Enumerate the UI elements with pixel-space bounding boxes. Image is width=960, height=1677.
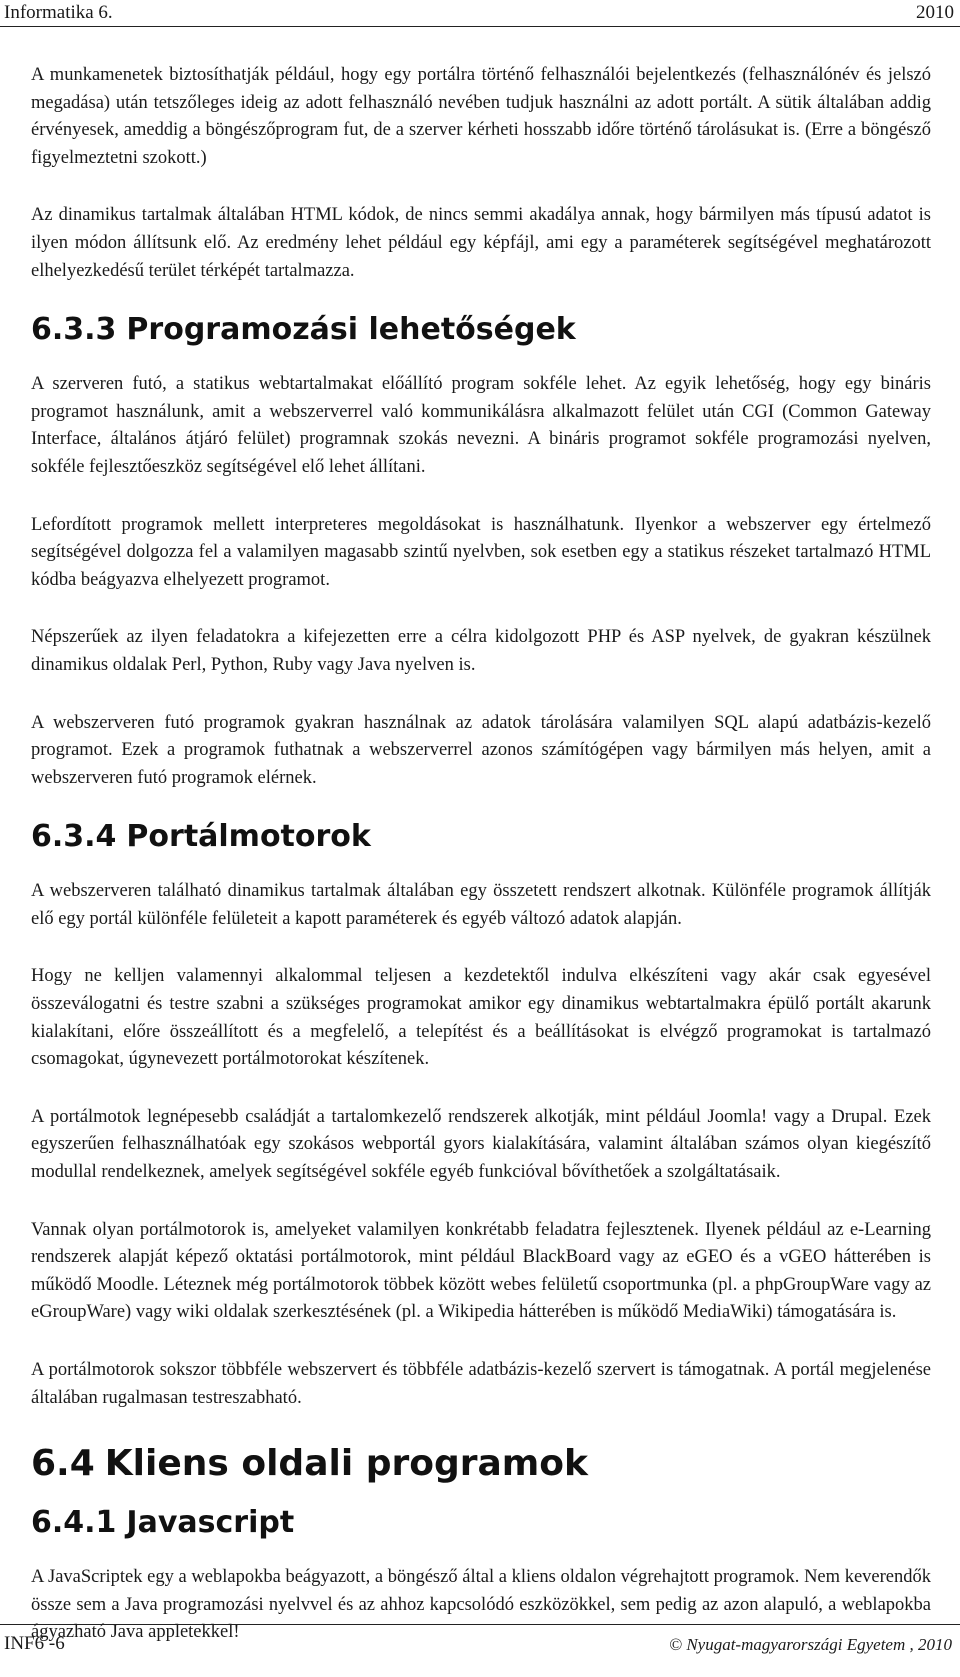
paragraph-javascript: A JavaScriptek egy a weblapokba beágyazott, a böngésző által a kliens oldalon végrehajtott programok. Nem keverendők össze sem a Java programozási nyelvvel és az ahhoz kapcsolódó eszközökkel, sem pedig az azon alapuló, a weblapokba ágyazható Java appletekkel! [31, 1567, 931, 1643]
paragraph-sql: A webszerveren futó programok gyakran használnak az adatok tárolására valamilyen SQL alapú adatbázis-kezelő programot. Ezek a programok futhatnak a webszerverrel azonos számítógépen vagy bármilyen más helyen, amit a webszerveren futó programok elérnek. [31, 712, 931, 788]
heading-6-4 [31, 1442, 931, 1486]
footer-copyright: © Nyugat-magyarországi Egyetem , 2010 [669, 1635, 952, 1654]
header-title: Informatika 6. [4, 2, 113, 23]
paragraph-interpreters: Lefordított programok mellett interpreteres megoldásokat is használhatunk. Ilyenkor a webszerver egy értelmező segítségével dolgozza fel a valamilyen magasabb szintű nyelvben, sok esetben egy a statikus részeket tartalmazó HTML kódba beágyazva elhelyezett programot. [31, 514, 931, 590]
page-footer [0, 1624, 960, 1661]
paragraph-specialized-engines: Vannak olyan portálmotorok is, amelyeket valamilyen konkrétabb feladatra fejlesztenek. Ilyenek például az e-Learning rendszerek alapját képező oktatási portálmotorok, mint például BlackBoard vagy az eGEO és a vGEO hátterében is működő Moodle. Léteznek még portálmotorok többek között webes felületű csoportmunka (pl. a phpGroupWare vagy az eGroupWare) vagy wiki oldalak szerkesztésének (pl. a Wikipedia hátterében is működő MediaWiki) támogatására is. [31, 1219, 931, 1323]
paragraph-languages: Népszerűek az ilyen feladatokra a kifejezetten erre a célra kidolgozott PHP és ASP nyelvek, de gyakran készülnek dinamikus oldalak Perl, Python, Ruby vagy Java nyelven is. [31, 627, 931, 675]
paragraph-portal-system: A webszerveren található dinamikus tartalmak általában egy összetett rendszert alkotnak. Különféle programok állítják elő egy portál különféle felületeit a kapott paraméterek és egyéb változó adatok alapján. [31, 881, 931, 929]
heading-6-4-1 [31, 1504, 931, 1542]
paragraph-multi-server: A portálmotorok sokszor többféle webszervert és többféle adatbázis-kezelő szervert is támogatnak. A portál megjelenése általában rugalmasan testreszabható. [31, 1360, 931, 1408]
paragraph-cms: A portálmotok legnépesebb családját a tartalomkezelő rendszerek alkotják, mint például Joomla! vagy a Drupal. Ezek egyszerűen felhasználhatóak egy szokásos webportál gyors kialakítására, valamint általában számos olyan kiegészítő modullal rendelkeznek, amelyek segítségével sokféle egyéb funkcióval bővíthetőek a szolgáltatásaik. [31, 1106, 931, 1183]
heading-number: 6.4.1 [31, 1505, 117, 1541]
paragraph-dynamic-content: Az dinamikus tartalmak általában HTML kódok, de nincs semmi akadálya annak, hogy bármilyen más típusú adatot is ilyen módon állítsunk elő. Az eredmény lehet például egy képfájl, ami egy a paraméterek segítségével meghatározott elhelyezkedésű terület térképét tartalmazza. [31, 205, 931, 281]
paragraph-sessions: A munkamenetek biztosíthatják például, hogy egy portálra történő felhasználói bejelentkezés (felhasználónév és jelszó megadása) után tetszőleges ideig az adott felhasználó nevében tudjuk használni az adott portált. A sütik általában addig érvényesek, ameddig a böngészőprogram fut, de a szerver kérheti hosszabb időre történő tárolásukat is. (Erre a böngésző figyelmeztetni szokott.) [31, 65, 931, 168]
paragraph-cgi: A szerveren futó, a statikus webtartalmakat előállító program sokféle lehet. Az egyik lehetőség, hogy egy bináris programot használunk, amit a webszerverrel való kommunikálásra alkalmazott felület után CGI (Common Gateway Interface, általános átjáró felület) programnak szokás nevezni. A bináris programot sokféle programozási nyelven, sokféle fejlesztőeszköz segítségével elő lehet állítani. [31, 374, 931, 477]
header-year: 2010 [916, 2, 954, 23]
heading-text: Programozási lehetőségek [126, 312, 576, 348]
heading-text: Kliens oldali programok [104, 1443, 588, 1485]
footer-page-number: INF6 -6 [4, 1633, 65, 1654]
heading-text: Javascript [126, 1505, 295, 1541]
heading-6-3-4 [31, 818, 931, 856]
heading-number: 6.3.3 [31, 312, 117, 348]
heading-text: Portálmotorok [126, 819, 371, 855]
heading-number: 6.3.4 [31, 819, 117, 855]
page-content [31, 62, 931, 1677]
page-header [0, 0, 960, 27]
paragraph-portal-engines: Hogy ne kelljen valamennyi alkalommal teljesen a kezdetektől indulva elkészíteni vagy akár csak egyesével összeválogatni és testre szabni a szükséges programokat amikor egy dinamikus webtartalmakra épülő portált akarunk kialakítani, előre összeállított és a megfelelő, a telepítést és a beállításokat is elvégző programokat is tartalmazó csomagokat, úgynevezett portálmotorokat készítenek. [31, 966, 931, 1070]
heading-number: 6.4 [31, 1443, 95, 1485]
heading-6-3-3 [31, 311, 931, 349]
